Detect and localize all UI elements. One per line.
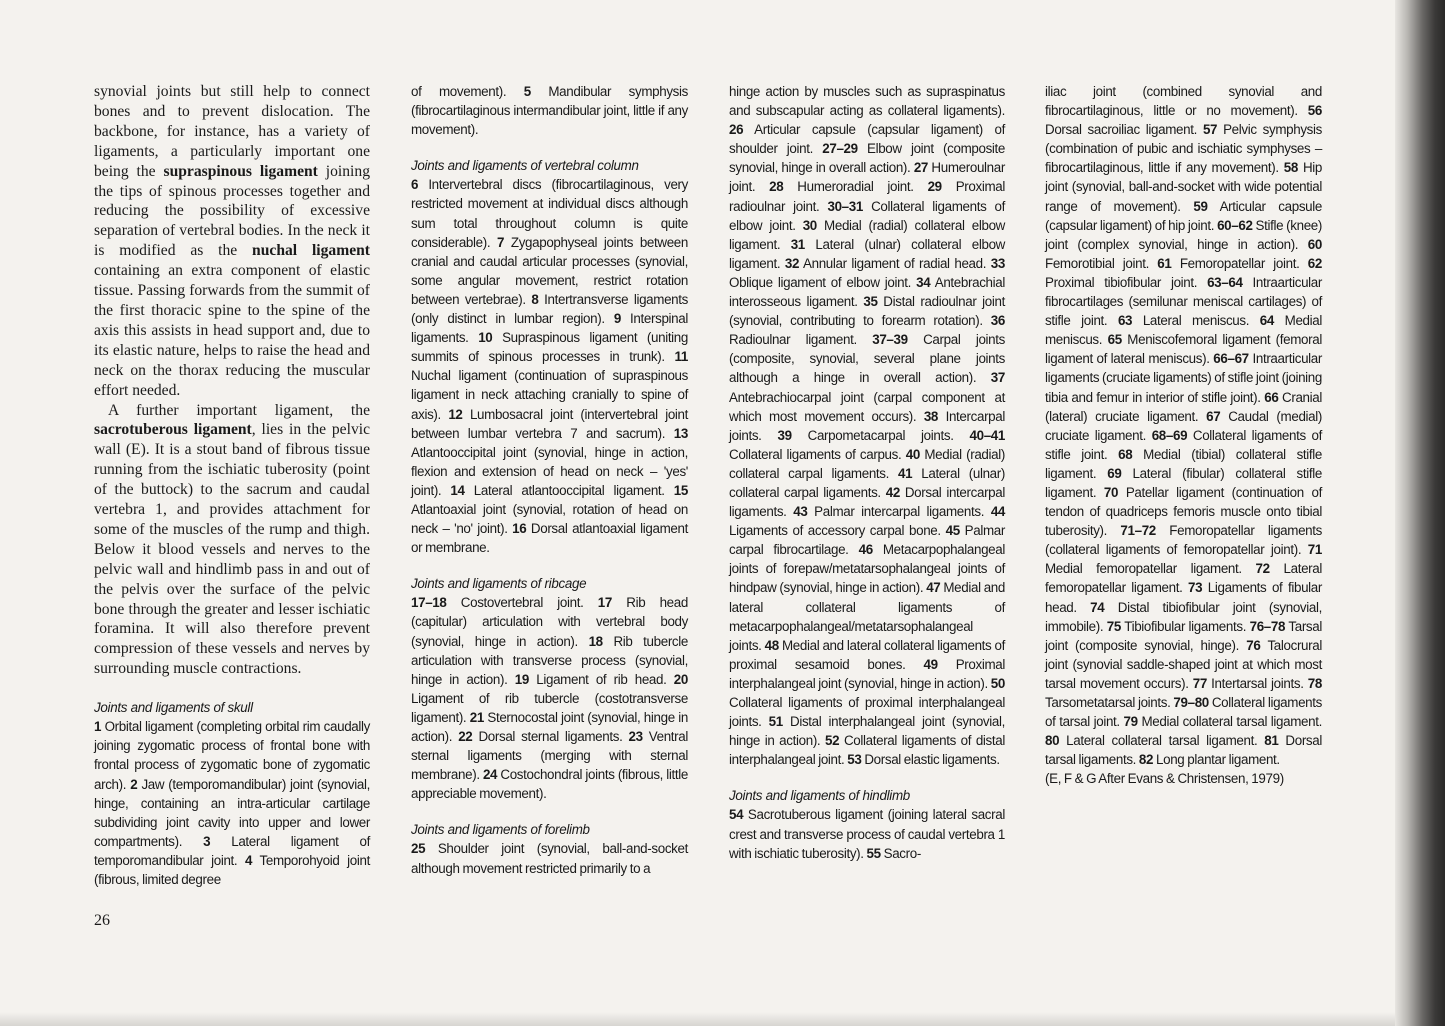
bold-term: 43	[793, 504, 808, 520]
bold-term: 52	[825, 733, 840, 749]
bold-term: 29	[927, 179, 942, 195]
legend-text: hinge action by muscles such as supraspinatus and subscapular acting as collateral ligaments). 26 Articular capsule (capsular ligament) of shoulder joint. 27–29 Elbow joint (composite synovial, hinge in overall action). 27 Humeroulnar joint. 28 Humeroradial joint. 29 Proximal radioulnar joint. 30–31 Collateral ligaments of elbow joint. 30 Medial (radial) collateral elbow ligament. 31 Lateral (ulnar) collateral elbow ligament. 32 Annular ligament of radial head. 33 Oblique ligament of elbow joint. 34 Antebrachial interosseous ligament. 35 Distal radioulnar joint (synovial, contributing to forearm rotation). 36 Radioulnar ligament. 37–39 Carpal joints (composite, synovial, several plane joints although a hinge in overall action). 37 Antebrachiocarpal joint (carpal component at which most movement occurs). 38 Intercarpal joints. 39 Carpometacarpal joints. 40–41 Collateral ligaments of carpus. 40 Medial (radial) collateral carpal ligaments. 41 Lateral (ulnar) collateral carpal ligaments. 42 Dorsal intercarpal ligaments. 43 Palmar intercarpal ligaments. 44 Ligaments of accessory carpal bone. 45 Palmar carpal fibrocartilage. 46 Metacarpophalangeal joints of forepaw/metatarsophalangeal joints of hindpaw (synovial, hinge in action). 47 Medial and lateral collateral ligaments of metacarpophalangeal/metatarsophalangeal joints. 48 Medial and lateral collateral ligaments of proximal sesamoid bones. 49 Proximal interphalangeal joint (synovial, hinge in action). 50 Collateral ligaments of proximal interphalangeal joints. 51 Distal interphalangeal joint (synovial, hinge in action). 52 Collateral ligaments of distal interphalangeal joint. 53 Dorsal elastic ligaments.	[729, 84, 1006, 768]
bold-term: 27–29	[822, 141, 858, 157]
bold-term: 47	[926, 580, 941, 596]
bold-term: 74	[1090, 599, 1105, 615]
legend-text: of movement). 5 Mandibular symphysis (fibrocartilaginous intermandibular joint, little if any movement).	[411, 84, 689, 138]
book-binding-shadow	[1395, 0, 1445, 1026]
bold-term: 38	[923, 408, 939, 424]
column-3	[729, 82, 1005, 863]
bold-term: 12	[448, 406, 463, 422]
bold-term: 72	[1255, 561, 1270, 577]
bold-term: 28	[769, 179, 784, 195]
bold-term: 20	[673, 671, 688, 687]
bold-term: 7	[496, 234, 505, 250]
bold-term: 60–62	[1217, 217, 1253, 233]
bold-term: 81	[1264, 733, 1279, 749]
page-edge-shadow	[0, 1012, 1395, 1026]
bold-term: 22	[458, 729, 473, 744]
column-1	[94, 82, 370, 889]
bold-term: 54	[729, 807, 744, 823]
bold-term: 21	[469, 709, 484, 725]
bold-term: 79	[1123, 714, 1138, 730]
bold-term: 75	[1106, 618, 1121, 634]
bold-term: 79–80	[1173, 695, 1209, 710]
body-paragraph: synovial joints but still help to connect bones and to prevent dislocation. The backbone, for instance, has a variety of ligaments, a particularly important one being the supraspinous ligament joining the tips of spinous processes together and reducing the possibility of excessive separation of vertebral bodies. In the neck it is modified as the nuchal ligament containing an extra component of elastic tissue. Passing forwards from the summit of the first thoracic spine to the spine of the axis this assists in head support and, due to its elastic nature, helps to raise the head and neck on the thorax reducing the muscular effort needed.	[94, 83, 370, 399]
bold-term: 68	[1118, 446, 1133, 462]
bold-term: 32	[784, 255, 800, 271]
bold-term: sacrotuberous ligament	[94, 421, 252, 439]
bold-term: 26	[729, 122, 744, 138]
bold-term: 1	[94, 719, 102, 735]
bold-term: 8	[531, 291, 539, 307]
bold-term: 36	[990, 313, 1005, 329]
bold-term: 57	[1202, 122, 1218, 138]
bold-term: 2	[130, 776, 138, 792]
bold-term: 19	[514, 671, 529, 687]
bold-term: 15	[673, 482, 688, 498]
legend-text: 1 Orbital ligament (completing orbital rim caudally joining zygomatic process of frontal bone with frontal process of zygomatic bone of zygomatic arch). 2 Jaw (temporomandibular) joint (synovial, hinge, containing an intra-articular cartilage subdividing joint cavity into upper and lower compartments). 3 Lateral ligament of temporomandibular joint. 4 Temporohyoid joint (fibrous, limited degree	[94, 719, 370, 888]
section-heading: Joints and ligaments of forelimb	[411, 822, 590, 838]
bold-term: 58	[1283, 160, 1298, 176]
body-paragraph: A further important ligament, the sacrotuberous ligament, lies in the pelvic wall (E). It is a stout band of fibrous tissue running from the ischiatic tuberosity (point of the buttock) to the sacrum and caudal vertebra 1, and provides attachment for some of the muscles of the rump and thigh. Below it blood vessels and nerves to the pelvic wall and hindlimb pass in and out of the pelvis over the surface of the pelvic bone through the greater and lesser ischiatic foramina. It will also therefore prevent compression of these vessels and nerves by surrounding muscle contractions.	[94, 401, 370, 678]
bold-term: 65	[1107, 332, 1122, 348]
bold-term: 39	[777, 427, 792, 443]
bold-term: 13	[673, 425, 688, 441]
bold-term: 42	[885, 484, 900, 500]
bold-term: 55	[866, 845, 881, 861]
bold-term: 49	[923, 656, 938, 672]
page-number: 26	[94, 912, 110, 929]
bold-term: 63	[1117, 313, 1133, 329]
bold-term: 9	[613, 311, 621, 327]
bold-term: 67	[1206, 408, 1221, 424]
bold-term: 11	[674, 349, 688, 365]
legend-text: iliac joint (combined synovial and fibrocartilaginous, little or no movement). 56 Dorsal sacroiliac ligament. 57 Pelvic symphysis (combination of pubic and ischiatic symphyses – fibrocartilaginous, little if any movement). 58 Hip joint (synovial, ball-and-socket with wide potential range of movement). 59 Articular capsule (capsular ligament) of hip joint. 60–62 Stifle (knee) joint (complex synovial, hinge in action). 60 Femorotibial joint. 61 Femoropatellar joint. 62 Proximal tibiofibular joint. 63–64 Intraarticular fibrocartilages (semilunar meniscal cartilages) of stifle joint. 63 Lateral meniscus. 64 Medial meniscus. 65 Meniscofemoral ligament (femoral ligament of lateral meniscus). 66–67 Intraarticular ligaments (cruciate ligaments) of stifle joint (joining tibia and femur in interior of stifle joint). 66 Cranial (lateral) cruciate ligament. 67 Caudal (medial) cruciate ligament. 68–69 Collateral ligaments of stifle joint. 68 Medial (tibial) collateral stifle ligament. 69 Lateral (fibular) collateral stifle ligament. 70 Patellar ligament (continuation of tendon of quadriceps femoris muscle onto tibial tuberosity). 71–72 Femoropatellar ligaments (collateral ligaments of femoropatellar joint). 71 Medial femoropatellar ligament. 72 Lateral femoropatellar ligament. 73 Ligaments of fibular head. 74 Distal tibiofibular joint (synovial, immobile). 75 Tibiofibular ligaments. 76–78 Tarsal joint (composite synovial, hinge). 76 Talocrural joint (synovial saddle-shaped joint at which most tarsal movement occurs). 77 Intertarsal joints. 78 Tarsometatarsal joints. 79–80 Collateral ligaments of tarsal joint. 79 Medial collateral tarsal ligament. 80 Lateral collateral tarsal ligament. 81 Dorsal tarsal ligaments. 82 Long plantar ligament.	[1045, 84, 1323, 768]
bold-term: 40–41	[969, 427, 1006, 443]
bold-term: 66–67	[1213, 351, 1249, 367]
bold-term: 31	[790, 236, 805, 252]
bold-term: 10	[478, 330, 493, 346]
bold-term: 30–31	[827, 198, 863, 214]
legend-text: 6 Intervertebral discs (fibrocartilaginous, very restricted movement at individual discs although sum total throughout column is quite considerable). 7 Zygapophyseal joints between cranial and caudal articular processes (synovial, some angular movement, restrict rotation between vertebrae). 8 Intertransverse ligaments (only distinct in lumbar region). 9 Interspinal ligaments. 10 Supraspinous ligament (uniting summits of spinous processes in trunk). 11 Nuchal ligament (continuation of supraspinous ligament in neck attaching cranially to spine of axis). 12 Lumbosacral joint (intervertebral joint between lumbar vertebra 7 and sacrum). 13 Atlantooccipital joint (synovial, hinge in action, flexion and extension of head on neck – 'yes' joint). 14 Lateral atlantooccipital ligament. 15 Atlantoaxial joint (synovial, rotation of head on neck – 'no' joint). 16 Dorsal atlantoaxial ligament or membrane.	[411, 177, 689, 556]
bold-term: 17–18	[411, 595, 447, 611]
bold-term: 51	[768, 714, 783, 730]
bold-term: 62	[1307, 255, 1322, 271]
bold-term: 64	[1259, 313, 1274, 329]
bold-term: nuchal ligament	[252, 242, 370, 260]
bold-term: 30	[802, 217, 817, 233]
bold-term: 77	[1192, 675, 1207, 691]
column-2	[411, 82, 688, 878]
bold-term: 41	[898, 465, 913, 481]
legend-text: 54 Sacrotuberous ligament (joining lateral sacral crest and transverse process of caudal vertebra 1 with ischiatic tuberosity). 55 Sacro-	[729, 807, 1005, 861]
bold-term: 69	[1107, 465, 1122, 481]
legend-text: 17–18 Costovertebral joint. 17 Rib head (capitular) articulation with vertebral body (synovial, hinge in action). 18 Rib tubercle articulation with transverse process (synovial, hinge in action). 19 Ligament of rib head. 20 Ligament of rib tubercle (costotransverse ligament). 21 Sternocostal joint (synovial, hinge in action). 22 Dorsal sternal ligaments. 23 Ventral sternal ligaments (merging with sternal membrane). 24 Costochondral joints (fibrous, little appreciable movement).	[411, 595, 689, 802]
bold-term: 71–72	[1120, 523, 1156, 539]
section-heading: Joints and ligaments of vertebral column	[411, 158, 639, 174]
section-heading: Joints and ligaments of hindlimb	[729, 788, 910, 804]
bold-term: 17	[597, 595, 612, 611]
bold-term: 70	[1103, 484, 1119, 500]
bold-term: 53	[847, 752, 862, 768]
bold-term: 80	[1045, 733, 1060, 749]
bold-term: 60	[1307, 236, 1322, 252]
bold-term: 56	[1307, 103, 1322, 119]
bold-term: 66	[1264, 389, 1279, 405]
bold-term: 27	[913, 160, 929, 176]
bold-term: 25	[411, 841, 426, 857]
bold-term: 18	[588, 633, 603, 649]
bold-term: 61	[1157, 255, 1172, 271]
column-4	[1045, 82, 1322, 788]
figure-credit: (E, F & G After Evans & Christensen, 1979)	[1045, 771, 1284, 787]
bold-term: 82	[1138, 752, 1154, 768]
bold-term: 3	[203, 833, 211, 849]
bold-term: 68–69	[1151, 427, 1188, 443]
bold-term: 48	[764, 637, 779, 653]
bold-term: 59	[1193, 198, 1208, 214]
bold-term: 5	[523, 84, 531, 99]
bold-term: 16	[512, 521, 527, 537]
bold-term: 37–39	[872, 332, 908, 348]
bold-term: 14	[450, 482, 465, 498]
section-heading: Joints and ligaments of ribcage	[411, 576, 587, 592]
bold-term: 4	[245, 852, 253, 868]
bold-term: 76–78	[1249, 618, 1286, 634]
bold-term: 73	[1188, 580, 1203, 596]
bold-term: 33	[990, 255, 1005, 271]
bold-term: 37	[990, 370, 1005, 386]
bold-term: 45	[945, 523, 960, 539]
section-heading: Joints and ligaments of skull	[94, 700, 253, 716]
bold-term: 50	[990, 675, 1005, 691]
bold-term: 40	[905, 446, 920, 462]
bold-term: 63–64	[1207, 274, 1243, 290]
bold-term: 24	[482, 767, 498, 783]
bold-term: 78	[1307, 675, 1322, 691]
bold-term: 46	[858, 542, 873, 558]
bold-term: 23	[628, 729, 643, 744]
bold-term: 35	[863, 294, 878, 310]
bold-term: 44	[990, 504, 1006, 520]
bold-term: 34	[916, 274, 931, 290]
bold-term: 6	[411, 177, 419, 193]
bold-term: supraspinous ligament	[163, 162, 318, 180]
legend-text: 25 Shoulder joint (synovial, ball-and-socket although movement restricted primarily to a	[411, 841, 688, 876]
bold-term: 76	[1246, 637, 1261, 653]
bold-term: 71	[1307, 542, 1322, 558]
